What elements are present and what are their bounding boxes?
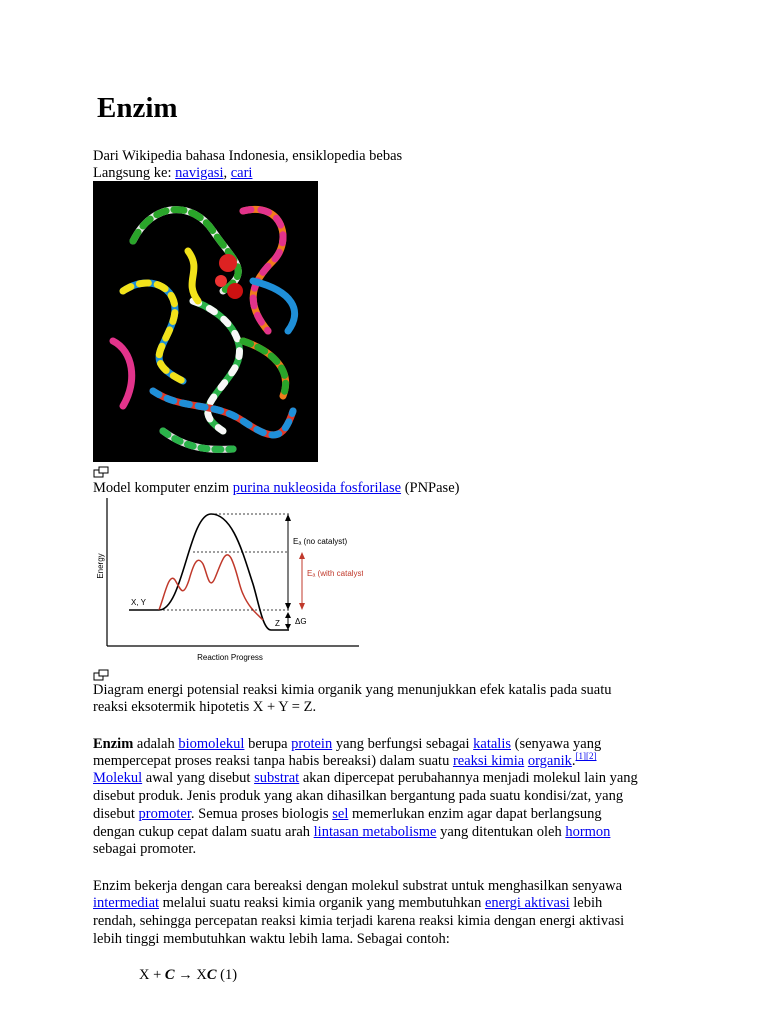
paragraph-1-line4: disebut produk. Jenis produk yang akan dihasilkan bergantung pada suatu kondisi/zat, yang: [93, 788, 624, 804]
paragraph-1-line5: [93, 806, 602, 824]
formula-catalyst: C: [206, 967, 217, 983]
label-xy: X, Y: [131, 598, 146, 607]
page-title: Enzim: [97, 92, 178, 124]
jump-prefix: Langsung ke:: [93, 165, 176, 181]
link-reaksi-kimia[interactable]: reaksi kimia: [452, 753, 525, 769]
text: adalah: [133, 736, 179, 752]
link-organik[interactable]: organik: [527, 753, 572, 769]
link-biomolekul[interactable]: biomolekul: [178, 736, 245, 752]
link-katalis[interactable]: katalis: [473, 736, 512, 752]
magnify-icon[interactable]: [93, 466, 109, 478]
text: yang ditentukan oleh: [436, 824, 566, 840]
text: mempercepat proses reaksi tanpa habis bereaksi) dalam suatu: [93, 753, 453, 769]
link-sel[interactable]: sel: [332, 806, 349, 822]
axis-energy: Energy: [96, 553, 105, 579]
paragraph-1-line1: [93, 736, 601, 754]
paragraph-2-line2: [93, 895, 602, 913]
text: (senyawa yang: [511, 736, 602, 752]
caption-diagram-line2: reaksi eksotermik hipotetis X + Y = Z.: [93, 699, 317, 715]
text: disebut: [93, 806, 139, 822]
label-no-catalyst: Eₐ (no catalyst): [293, 537, 348, 546]
text: yang berfungsi sebagai: [332, 736, 474, 752]
link-protein[interactable]: protein: [291, 736, 333, 752]
formula-number: (1): [216, 967, 238, 983]
paragraph-2-line1: Enzim bekerja dengan cara bereaksi dengan molekul substrat untuk menghasilkan senyawa: [93, 878, 623, 894]
text: berupa: [244, 736, 292, 752]
text: melalui suatu reaksi kimia organik yang membutuhkan: [159, 895, 485, 911]
jump-links: [93, 165, 252, 183]
link-intermediat[interactable]: intermediat: [93, 895, 160, 911]
caption-protein-post: (PNPase): [401, 480, 460, 496]
text: memerlukan enzim agar dapat berlangsung: [348, 806, 602, 822]
link-navigasi[interactable]: navigasi: [175, 165, 224, 181]
label-delta-g: ΔG: [295, 617, 307, 626]
subtitle: Dari Wikipedia bahasa Indonesia, ensiklopedia bebas: [93, 148, 403, 164]
link-energi-aktivasi[interactable]: energi aktivasi: [484, 895, 570, 911]
text: lebih: [569, 895, 603, 911]
term-enzim: Enzim: [93, 736, 134, 752]
link-cari[interactable]: cari: [230, 165, 253, 181]
protein-structure-image[interactable]: [93, 181, 318, 462]
formula-1: [139, 967, 237, 985]
paragraph-2-line4: lebih tinggi membutuhkan waktu lebih lama. Sebagai contoh:: [93, 931, 450, 947]
formula-part: X +: [139, 967, 165, 983]
formula-catalyst: C: [164, 967, 175, 983]
paragraph-1-line3: [93, 770, 638, 788]
link-promoter[interactable]: promoter: [138, 806, 191, 822]
caption-protein-pre: Model komputer enzim: [93, 480, 233, 496]
jump-sep: ,: [223, 165, 231, 181]
text: .: [571, 753, 576, 769]
link-pnpase[interactable]: purina nukleosida fosforilase: [232, 480, 402, 496]
paragraph-1-line6: [93, 824, 610, 842]
label-with-catalyst: Eₐ (with catalyst): [307, 569, 363, 578]
caption-diagram-line1: Diagram energi potensial reaksi kimia organik yang menunjukkan efek katalis pada suatu: [93, 682, 612, 698]
axis-progress: Reaction Progress: [197, 653, 263, 662]
link-reference[interactable]: [1][2]: [575, 751, 597, 762]
paragraph-1-line2: [93, 753, 597, 771]
text: dengan cukup cepat dalam suatu arah: [93, 824, 314, 840]
magnify-icon[interactable]: [93, 669, 109, 681]
label-z: Z: [275, 619, 280, 628]
energy-diagram[interactable]: [93, 494, 363, 666]
link-substrat[interactable]: substrat: [254, 770, 300, 786]
formula-part: → X: [174, 967, 207, 983]
link-hormon[interactable]: hormon: [565, 824, 611, 840]
link-lintasan-metabolisme[interactable]: lintasan metabolisme: [313, 824, 437, 840]
text: akan dipercepat perubahannya menjadi molekul lain yang: [299, 770, 638, 786]
text: awal yang disebut: [142, 770, 255, 786]
paragraph-1-line7: sebagai promoter.: [93, 841, 197, 857]
text: . Semua proses biologis: [190, 806, 333, 822]
paragraph-2-line3: rendah, sehingga percepatan reaksi kimia terjadi karena reaksi kimia dengan energi aktivasi: [93, 913, 625, 929]
link-molekul[interactable]: Molekul: [93, 770, 143, 786]
